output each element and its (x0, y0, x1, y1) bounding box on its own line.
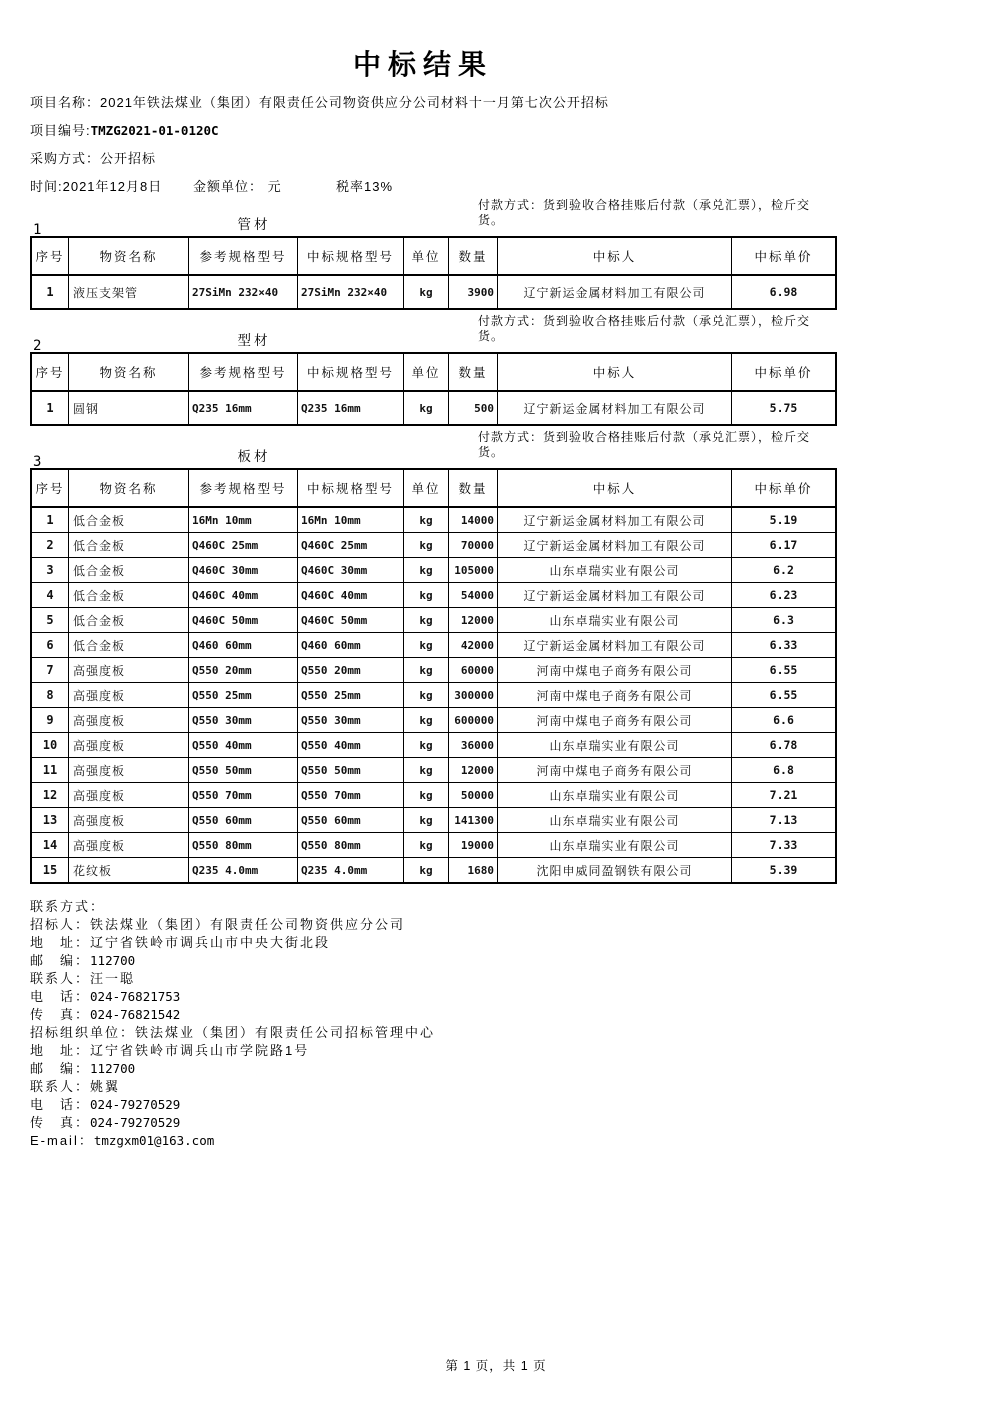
table-cell: 低合金板 (69, 633, 189, 658)
table-cell: 高强度板 (69, 683, 189, 708)
contact-label: 传 真： (30, 1115, 91, 1130)
table-cell: 高强度板 (69, 658, 189, 683)
contact-line (30, 1132, 816, 1150)
table-cell: 6.6 (732, 708, 837, 733)
contact-section (30, 898, 816, 1150)
contact-line (30, 916, 816, 934)
contact-line (30, 1114, 816, 1132)
section-number: 1 (33, 222, 42, 238)
table-cell: kg (404, 858, 449, 884)
contact-line (30, 898, 816, 916)
table-cell: 6.8 (732, 758, 837, 783)
table-row (31, 833, 836, 858)
table-cell: Q235 4.0mm (298, 858, 404, 884)
table-cell: 60000 (449, 658, 498, 683)
column-header: 数量 (449, 353, 498, 391)
results-table-profile (30, 352, 837, 426)
contact-value: 辽宁省铁岭市调兵山市中央大街北段 (90, 935, 331, 950)
table-cell: 高强度板 (69, 708, 189, 733)
table-cell: 13 (31, 808, 69, 833)
table-cell: 5.19 (732, 507, 837, 533)
table-cell: 300000 (449, 683, 498, 708)
table-cell: kg (404, 808, 449, 833)
contact-value: tmzgxm01@163.com (93, 1133, 215, 1148)
table-cell: Q550 80mm (189, 833, 298, 858)
column-header: 中标人 (498, 353, 732, 391)
column-header: 中标规格型号 (298, 237, 404, 275)
column-header: 序号 (31, 469, 69, 507)
column-header: 单位 (404, 469, 449, 507)
column-header: 中标单价 (732, 237, 837, 275)
table-cell: 山东卓瑞实业有限公司 (498, 808, 732, 833)
page-title: 中标结果 (352, 49, 493, 80)
table-cell: 河南中煤电子商务有限公司 (498, 758, 732, 783)
table-cell: 6.2 (732, 558, 837, 583)
table-cell: Q550 25mm (298, 683, 404, 708)
table-cell: 6 (31, 633, 69, 658)
table-cell: kg (404, 608, 449, 633)
table-cell: 1 (31, 507, 69, 533)
table-header-row (31, 469, 836, 507)
contact-value: 姚翼 (90, 1079, 121, 1094)
table-header-row (31, 353, 836, 391)
column-header: 序号 (31, 237, 69, 275)
table-row (31, 683, 836, 708)
column-header: 中标人 (498, 237, 732, 275)
table-cell: 4 (31, 583, 69, 608)
table-row (31, 858, 836, 884)
table-header-row (31, 237, 836, 275)
table-cell: kg (404, 683, 449, 708)
time-line (30, 180, 816, 194)
table-cell: Q235 16mm (298, 391, 404, 425)
contact-line (30, 1042, 816, 1060)
table-cell: 70000 (449, 533, 498, 558)
table-cell: 105000 (449, 558, 498, 583)
contact-value: 铁法煤业（集团）有限责任公司物资供应分公司 (90, 917, 406, 932)
table-cell: kg (404, 275, 449, 309)
table-cell: 3 (31, 558, 69, 583)
column-header: 中标单价 (732, 353, 837, 391)
column-header: 序号 (31, 353, 69, 391)
table-cell: 辽宁新运金属材料加工有限公司 (498, 275, 732, 309)
table-cell: 沈阳申威同盈钢铁有限公司 (498, 858, 732, 884)
table-cell: 山东卓瑞实业有限公司 (498, 733, 732, 758)
table-cell: kg (404, 733, 449, 758)
table-cell: 10 (31, 733, 69, 758)
table-cell: 141300 (449, 808, 498, 833)
column-header: 单位 (404, 237, 449, 275)
table-cell: 6.98 (732, 275, 837, 309)
table-cell: 6.55 (732, 683, 837, 708)
procurement-method-value: 公开招标 (100, 151, 157, 166)
table-cell: 27SiMn 232×40 (298, 275, 404, 309)
column-header: 物资名称 (69, 237, 189, 275)
section-header (30, 314, 816, 354)
table-cell: 山东卓瑞实业有限公司 (498, 558, 732, 583)
table-cell: 山东卓瑞实业有限公司 (498, 833, 732, 858)
contact-label: 邮 编： (30, 1061, 91, 1076)
table-cell: 12000 (449, 608, 498, 633)
project-name-label: 项目名称： (30, 95, 101, 110)
contact-label: E-mail： (30, 1133, 94, 1148)
table-cell: 低合金板 (69, 533, 189, 558)
table-row (31, 533, 836, 558)
table-cell: Q550 20mm (298, 658, 404, 683)
contact-label: 邮 编： (30, 953, 91, 968)
column-header: 参考规格型号 (189, 353, 298, 391)
table-cell: Q550 40mm (189, 733, 298, 758)
contact-label: 地 址： (30, 1043, 91, 1058)
table-cell: 3900 (449, 275, 498, 309)
table-cell: 14000 (449, 507, 498, 533)
contact-line (30, 934, 816, 952)
table-cell: Q550 40mm (298, 733, 404, 758)
contact-label: 联系方式： (30, 899, 106, 914)
contact-line (30, 1006, 816, 1024)
table-cell: 7 (31, 658, 69, 683)
table-cell: 高强度板 (69, 758, 189, 783)
table-cell: Q460C 30mm (298, 558, 404, 583)
table-cell: 19000 (449, 833, 498, 858)
table-cell: 河南中煤电子商务有限公司 (498, 708, 732, 733)
table-cell: 6.3 (732, 608, 837, 633)
table-cell: kg (404, 708, 449, 733)
table-cell: kg (404, 633, 449, 658)
column-header: 单位 (404, 353, 449, 391)
table-row (31, 391, 836, 425)
table-cell: kg (404, 533, 449, 558)
column-header: 数量 (449, 469, 498, 507)
table-cell: Q550 30mm (298, 708, 404, 733)
column-header: 数量 (449, 237, 498, 275)
section-plate-material (30, 430, 816, 884)
contact-line (30, 1024, 816, 1042)
contact-value: 辽宁省铁岭市调兵山市学院路1号 (90, 1043, 310, 1058)
contact-line (30, 988, 816, 1006)
project-code-label: 项目编号: (30, 123, 91, 138)
table-cell: kg (404, 558, 449, 583)
tax-rate: 税率13% (336, 179, 394, 194)
table-cell: 600000 (449, 708, 498, 733)
table-cell: 11 (31, 758, 69, 783)
procurement-method-label: 采购方式： (30, 151, 101, 166)
contact-line (30, 970, 816, 988)
table-cell: Q550 30mm (189, 708, 298, 733)
table-cell: 高强度板 (69, 833, 189, 858)
table-cell: Q550 60mm (298, 808, 404, 833)
table-cell: 54000 (449, 583, 498, 608)
table-cell: 2 (31, 533, 69, 558)
contact-line (30, 1096, 816, 1114)
table-row (31, 583, 836, 608)
contact-label: 招标组织单位： (30, 1025, 136, 1040)
table-cell: Q460C 30mm (189, 558, 298, 583)
table-cell: 1 (31, 275, 69, 309)
table-cell: 1680 (449, 858, 498, 884)
column-header: 中标规格型号 (298, 469, 404, 507)
table-cell: Q460C 50mm (298, 608, 404, 633)
contact-line (30, 1060, 816, 1078)
section-number: 2 (33, 338, 42, 354)
table-row (31, 608, 836, 633)
project-code-line (30, 124, 816, 138)
table-cell: 8 (31, 683, 69, 708)
table-cell: 36000 (449, 733, 498, 758)
table-cell: 花纹板 (69, 858, 189, 884)
table-cell: Q460C 40mm (189, 583, 298, 608)
table-row (31, 808, 836, 833)
contact-value: 024-79270529 (90, 1097, 181, 1112)
section-category: 型材 (237, 333, 271, 348)
table-cell: 山东卓瑞实业有限公司 (498, 608, 732, 633)
table-cell: 500 (449, 391, 498, 425)
table-cell: 5 (31, 608, 69, 633)
section-header (30, 430, 816, 470)
table-cell: Q550 50mm (298, 758, 404, 783)
table-row (31, 633, 836, 658)
column-header: 物资名称 (69, 469, 189, 507)
amount-unit: 金额单位： 元 (193, 179, 282, 194)
table-cell: kg (404, 583, 449, 608)
results-table-plate (30, 468, 837, 884)
contact-label: 电 话： (30, 1097, 91, 1112)
table-cell: 5.39 (732, 858, 837, 884)
contact-value: 024-79270529 (90, 1115, 181, 1130)
table-row (31, 708, 836, 733)
contact-label: 电 话： (30, 989, 91, 1004)
table-cell: 辽宁新运金属材料加工有限公司 (498, 633, 732, 658)
contact-value: 汪一聪 (90, 971, 136, 986)
table-cell: Q460 60mm (298, 633, 404, 658)
table-cell: 高强度板 (69, 808, 189, 833)
table-cell: 河南中煤电子商务有限公司 (498, 658, 732, 683)
table-cell: kg (404, 507, 449, 533)
table-row (31, 783, 836, 808)
table-cell: kg (404, 783, 449, 808)
project-name-line (30, 96, 816, 110)
table-cell: 5.75 (732, 391, 837, 425)
table-cell: 低合金板 (69, 583, 189, 608)
table-cell: Q550 60mm (189, 808, 298, 833)
table-cell: 16Mn 10mm (189, 507, 298, 533)
contact-label: 传 真： (30, 1007, 91, 1022)
section-category: 板材 (237, 449, 271, 464)
table-cell: 27SiMn 232×40 (189, 275, 298, 309)
table-cell: Q550 25mm (189, 683, 298, 708)
table-cell: 辽宁新运金属材料加工有限公司 (498, 583, 732, 608)
table-cell: kg (404, 391, 449, 425)
contact-value: 112700 (90, 953, 136, 968)
time-value: 时间:2021年12月8日 (30, 179, 163, 194)
section-pipe-material (30, 198, 816, 310)
table-cell: Q550 20mm (189, 658, 298, 683)
column-header: 物资名称 (69, 353, 189, 391)
table-cell: 高强度板 (69, 733, 189, 758)
contact-value: 024-76821753 (90, 989, 181, 1004)
table-cell: 1 (31, 391, 69, 425)
table-row (31, 658, 836, 683)
table-cell: 辽宁新运金属材料加工有限公司 (498, 533, 732, 558)
table-cell: 低合金板 (69, 558, 189, 583)
table-cell: 7.21 (732, 783, 837, 808)
section-profile-material (30, 314, 816, 426)
payment-terms: 付款方式：货到验收合格挂账后付款（承兑汇票），检斤交货。 (478, 314, 811, 343)
contact-value: 112700 (90, 1061, 136, 1076)
table-cell: Q550 50mm (189, 758, 298, 783)
table-cell: 河南中煤电子商务有限公司 (498, 683, 732, 708)
column-header: 中标人 (498, 469, 732, 507)
table-cell: 12000 (449, 758, 498, 783)
document-meta (30, 96, 816, 194)
table-cell: Q235 4.0mm (189, 858, 298, 884)
table-cell: Q460C 25mm (189, 533, 298, 558)
column-header: 参考规格型号 (189, 469, 298, 507)
contact-value: 024-76821542 (90, 1007, 181, 1022)
project-code-value: TMZG2021-01-0120C (90, 123, 219, 138)
table-cell: Q460C 40mm (298, 583, 404, 608)
table-cell: kg (404, 758, 449, 783)
table-cell: 辽宁新运金属材料加工有限公司 (498, 391, 732, 425)
section-header (30, 198, 816, 238)
table-cell: 圆钢 (69, 391, 189, 425)
table-cell: Q460C 25mm (298, 533, 404, 558)
table-cell: kg (404, 833, 449, 858)
table-cell: Q460C 50mm (189, 608, 298, 633)
page-footer: 第 1 页，共 1 页 (445, 1359, 547, 1373)
contact-label: 招标人： (30, 917, 91, 932)
table-cell: 6.33 (732, 633, 837, 658)
table-cell: Q550 80mm (298, 833, 404, 858)
table-cell: 山东卓瑞实业有限公司 (498, 783, 732, 808)
table-cell: 15 (31, 858, 69, 884)
table-cell: 辽宁新运金属材料加工有限公司 (498, 507, 732, 533)
section-number: 3 (33, 454, 42, 470)
payment-terms: 付款方式：货到验收合格挂账后付款（承兑汇票），检斤交货。 (478, 198, 811, 227)
table-cell: 6.17 (732, 533, 837, 558)
procurement-method-line (30, 152, 816, 166)
contact-value: 铁法煤业（集团）有限责任公司招标管理中心 (135, 1025, 436, 1040)
table-cell: 9 (31, 708, 69, 733)
contact-label: 联系人： (30, 971, 91, 986)
payment-terms: 付款方式：货到验收合格挂账后付款（承兑汇票），检斤交货。 (478, 430, 811, 459)
table-row (31, 507, 836, 533)
table-cell: 12 (31, 783, 69, 808)
contact-line (30, 1078, 816, 1096)
table-row (31, 758, 836, 783)
table-row (31, 558, 836, 583)
contact-label: 地 址： (30, 935, 91, 950)
table-cell: 6.78 (732, 733, 837, 758)
contact-line (30, 952, 816, 970)
table-cell: 50000 (449, 783, 498, 808)
results-table-pipe (30, 236, 837, 310)
table-cell: 14 (31, 833, 69, 858)
table-cell: Q460 60mm (189, 633, 298, 658)
section-category: 管材 (237, 217, 271, 232)
table-cell: 低合金板 (69, 507, 189, 533)
table-cell: kg (404, 658, 449, 683)
column-header: 中标规格型号 (298, 353, 404, 391)
table-row (31, 275, 836, 309)
contact-label: 联系人： (30, 1079, 91, 1094)
table-cell: 6.23 (732, 583, 837, 608)
table-cell: 低合金板 (69, 608, 189, 633)
table-cell: 高强度板 (69, 783, 189, 808)
table-cell: Q550 70mm (298, 783, 404, 808)
table-cell: Q550 70mm (189, 783, 298, 808)
column-header: 中标单价 (732, 469, 837, 507)
project-name-value: 2021年铁法煤业（集团）有限责任公司物资供应分公司材料十一月第七次公开招标 (100, 95, 609, 110)
column-header: 参考规格型号 (189, 237, 298, 275)
table-cell: 7.33 (732, 833, 837, 858)
table-row (31, 733, 836, 758)
table-cell: 7.13 (732, 808, 837, 833)
table-cell: 16Mn 10mm (298, 507, 404, 533)
table-cell: 6.55 (732, 658, 837, 683)
table-cell: Q235 16mm (189, 391, 298, 425)
table-cell: 液压支架管 (69, 275, 189, 309)
table-cell: 42000 (449, 633, 498, 658)
document-content (30, 0, 816, 1150)
